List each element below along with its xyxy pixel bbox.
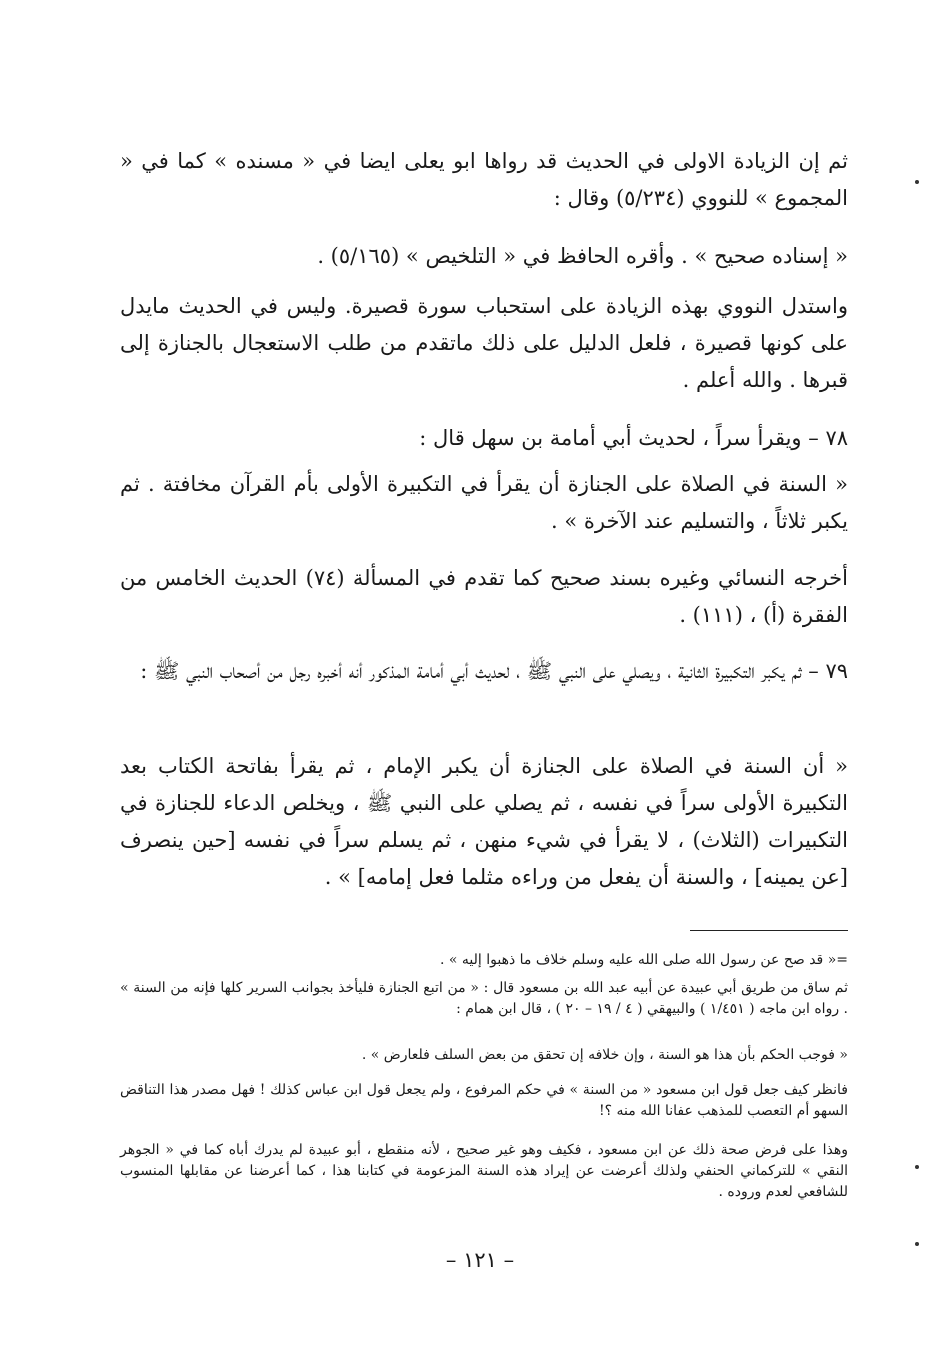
paragraph-3: واستدل النووي بهذه الزيادة على استحباب سورة قصيرة. وليس في الحديث مايدل على كونها قصيرة ، فلعل الدليل على ذلك ماتقدم من طلب الاستعجال بالجنازة إلى قبرها . والله أعلم . [120,294,848,392]
edge-mark-top [915,180,919,184]
paragraph-4-item-78: ٧٨ – ويقرأ سراً ، لحديث أبي أمامة بن سهل قال : [419,426,848,450]
footnote-1: =« قد صح عن رسول الله صلى الله عليه وسلم خلاف ما ذهبوا إليه » . [439,952,848,968]
paragraph-8-quote: « أن السنة في الصلاة على الجنازة أن يكبر الإمام ، ثم يقرأ بفاتحة الكتاب بعد التكبيرة الأولى سراً في نفسه ، ثم يصلي على النبي ﷺ ، ويخلص الدعاء للجنازة في التكبيرات (الثلاث) ، لا يقرأ في شيء منهن ، ثم يسلم سراً في نفسه [حين ينصرف [عن يمينه] ، والسنة أن يفعل من وراءه مثلما فعل إمامه] » . [120,754,848,889]
footnote-5: وهذا على فرض صحة ذلك عن ابن مسعود ، فكيف وهو غير صحيح ، لأنه منقطع ، أبو عبيدة لم يدرك أباه كما في « الجوهر النقي » للتركماني الحنفي ولذلك أعرضت عن إيراد هذه السنة المزعومة في كتابنا هذا ، كما أعرضنا عن مقابلها المنسوب للشافعي لعدم وروده . [120,1142,848,1200]
footnote-3: « فوجب الحكم بأن هذا هو السنة ، وإن خلافه إن تحقق من بعض السلف فلعارض » . [361,1047,848,1063]
paragraph-2: « إسناده صحيح » . وأقره الحافظ في « التلخيص » (٥/١٦٥) . [317,244,848,268]
footnote-4: فانظر كيف جعل قول ابن مسعود « من السنة » في حكم المرفوع ، ولم يجعل قول ابن عباس كذلك ! فهل مصدر هذا التناقض السهو أم التعصب للمذهب عفانا الله منه ؟! [120,1082,848,1119]
edge-mark-middle [915,1165,919,1169]
page-number: – ١٢١ – [445,1248,515,1272]
footnote-divider [690,930,848,931]
edge-mark-bottom [915,1242,919,1246]
paragraph-5-quote: « السنة في الصلاة على الجنازة أن يقرأ في التكبيرة الأولى بأم القرآن مخافتة . ثم يكبر ثلاثاً ، والتسليم عند الآخرة » . [120,472,848,533]
paragraph-6: أخرجه النسائي وغيره بسند صحيح كما تقدم في المسألة (٧٤) الحديث الخامس من الفقرة (أ) ، (١١١) . [120,566,848,627]
paragraph-7-item-79: ٧٩ – ثم يكبر التكبيرة الثانية ، ويصلي على النبي ﷺ ، لحديث أبي أمامة المذكور أنه أخبره رجل من أصحاب النبي ﷺ : [140,659,848,683]
footnote-2: ثم ساق من طريق أبي عبيدة عن أبيه عبد الله بن مسعود قال : « من اتبع الجنازة فليأخذ بجوانب السرير كلها فإنه من السنة » . رواه ابن ماجه ( ١/٤٥١ ) والبيهقي ( ٤ / ١٩ – ٢٠ ) ، قال ابن همام : [120,980,848,1017]
paragraph-1: ثم إن الزيادة الاولى في الحديث قد رواها ابو يعلى ايضا في « مسنده » كما في « المجموع » للنووي (٥/٢٣٤) وقال : [120,149,848,210]
